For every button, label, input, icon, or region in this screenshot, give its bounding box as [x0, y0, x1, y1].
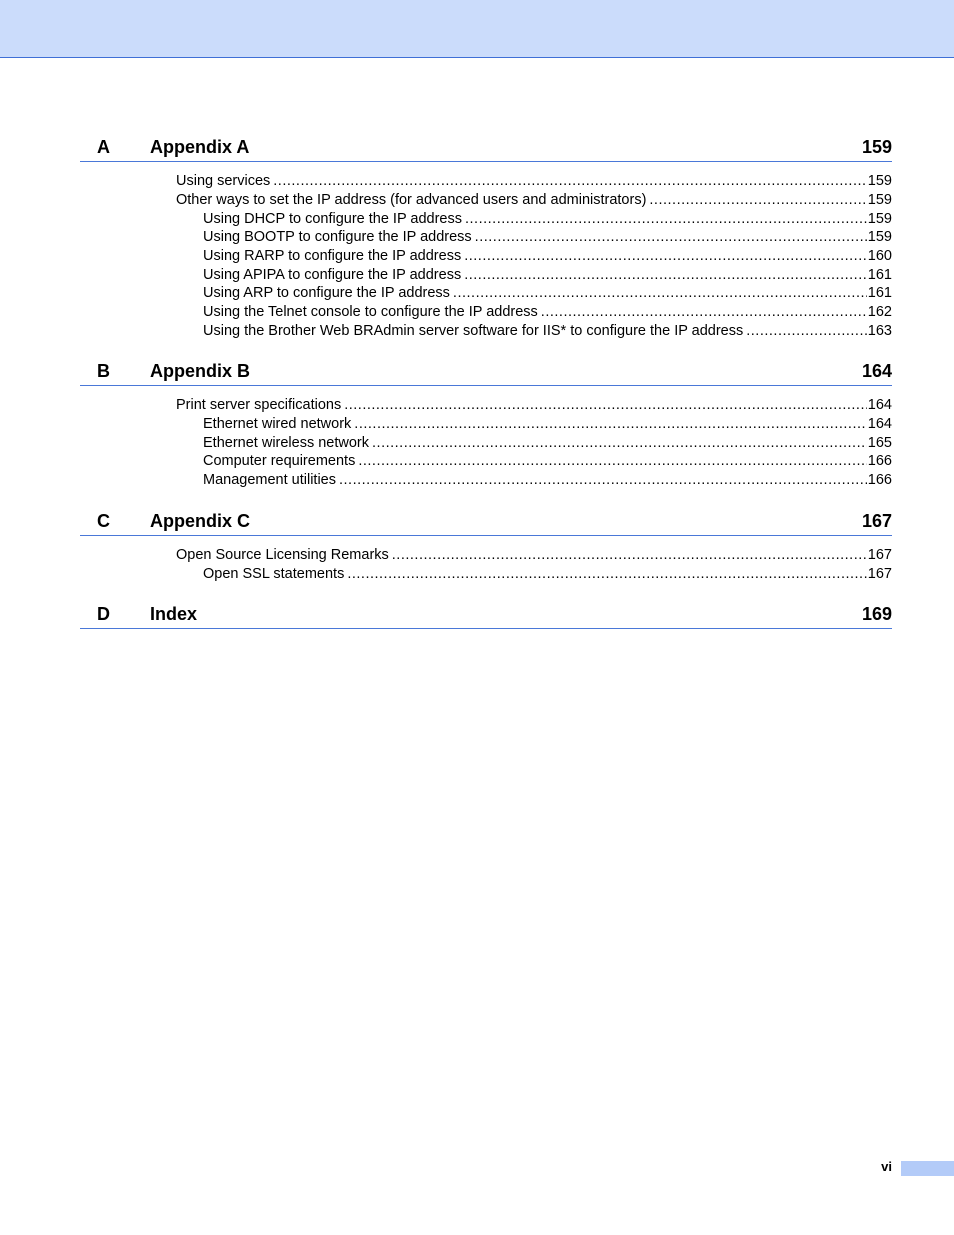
chapter-page: 164	[861, 361, 892, 381]
toc-entry[interactable]	[203, 452, 892, 470]
chapter-letter: C	[97, 511, 110, 531]
dot-leader	[344, 396, 867, 414]
dot-leader	[273, 172, 867, 190]
chapter-title: Appendix A	[150, 137, 250, 157]
entry-title: Ethernet wireless network	[203, 435, 370, 451]
toc-entry[interactable]	[203, 266, 892, 284]
entry-title: Using the Telnet console to configure the IP address	[203, 304, 538, 320]
dot-leader	[358, 452, 866, 470]
entry-page: 159	[867, 211, 892, 227]
entry-page: 167	[867, 566, 892, 582]
toc-entry[interactable]	[203, 415, 892, 433]
dot-leader	[541, 303, 867, 321]
entry-title: Print server specifications	[176, 397, 342, 413]
chapter-title: Appendix B	[150, 361, 251, 381]
toc-entry[interactable]	[203, 228, 892, 246]
toc-entry[interactable]	[203, 322, 892, 340]
entry-page: 164	[867, 416, 892, 432]
toc-entry[interactable]	[203, 565, 892, 583]
entry-title: Open Source Licensing Remarks	[176, 547, 389, 563]
toc-chapter-a[interactable]	[80, 137, 892, 162]
chapter-page: 159	[861, 137, 892, 157]
chapter-page: 169	[861, 604, 892, 624]
chapter-title: Index	[150, 604, 198, 624]
entry-title: Using APIPA to configure the IP address	[203, 267, 462, 283]
chapter-page: 167	[861, 511, 892, 531]
entry-page: 166	[867, 453, 892, 469]
footer-page-number: vi	[881, 1159, 892, 1174]
entry-title: Management utilities	[203, 472, 336, 488]
entry-title: Open SSL statements	[203, 566, 345, 582]
entry-page: 161	[867, 267, 892, 283]
toc-entry[interactable]	[203, 434, 892, 452]
toc-entry[interactable]	[203, 210, 892, 228]
entry-page: 160	[867, 248, 892, 264]
chapter-letter: B	[97, 361, 110, 381]
toc-entry[interactable]	[176, 396, 892, 414]
toc-entry[interactable]	[203, 284, 892, 302]
entry-title: Ethernet wired network	[203, 416, 352, 432]
dot-leader	[347, 565, 866, 583]
entry-page: 167	[867, 547, 892, 563]
toc-chapter-c[interactable]	[80, 511, 892, 536]
toc-chapter-d[interactable]	[80, 604, 892, 629]
chapter-letter: A	[97, 137, 110, 157]
dot-leader	[354, 415, 867, 433]
toc-entry[interactable]	[176, 546, 892, 564]
dot-leader	[464, 247, 867, 265]
dot-leader	[464, 266, 867, 284]
toc-entry[interactable]	[203, 247, 892, 265]
entry-page: 159	[867, 173, 892, 189]
dot-leader	[392, 546, 867, 564]
toc-chapter-b[interactable]	[80, 361, 892, 386]
footer-tab	[901, 1161, 954, 1176]
dot-leader	[372, 434, 867, 452]
entry-page: 165	[867, 435, 892, 451]
dot-leader	[453, 284, 867, 302]
toc-entry[interactable]	[176, 191, 892, 209]
toc-entry[interactable]	[203, 303, 892, 321]
entry-page: 163	[867, 323, 892, 339]
entry-page: 166	[867, 472, 892, 488]
dot-leader	[746, 322, 867, 340]
entry-page: 162	[867, 304, 892, 320]
entry-title: Using services	[176, 173, 271, 189]
toc-entry[interactable]	[176, 172, 892, 190]
dot-leader	[649, 191, 866, 209]
entry-page: 159	[867, 229, 892, 245]
page-header-band	[0, 0, 954, 58]
chapter-letter: D	[97, 604, 110, 624]
entry-page: 159	[867, 192, 892, 208]
entry-title: Using RARP to configure the IP address	[203, 248, 462, 264]
dot-leader	[465, 210, 867, 228]
entry-title: Using the Brother Web BRAdmin server software for IIS* to configure the IP address	[203, 323, 744, 339]
entry-page: 161	[867, 285, 892, 301]
entry-title: Using DHCP to configure the IP address	[203, 211, 462, 227]
chapter-title: Appendix C	[150, 511, 251, 531]
entry-page: 164	[867, 397, 892, 413]
dot-leader	[339, 471, 867, 489]
entry-title: Computer requirements	[203, 453, 356, 469]
toc-entry[interactable]	[203, 471, 892, 489]
dot-leader	[475, 228, 867, 246]
entry-title: Using ARP to configure the IP address	[203, 285, 450, 301]
entry-title: Other ways to set the IP address (for advanced users and administrators)	[176, 192, 647, 208]
entry-title: Using BOOTP to configure the IP address	[203, 229, 472, 245]
